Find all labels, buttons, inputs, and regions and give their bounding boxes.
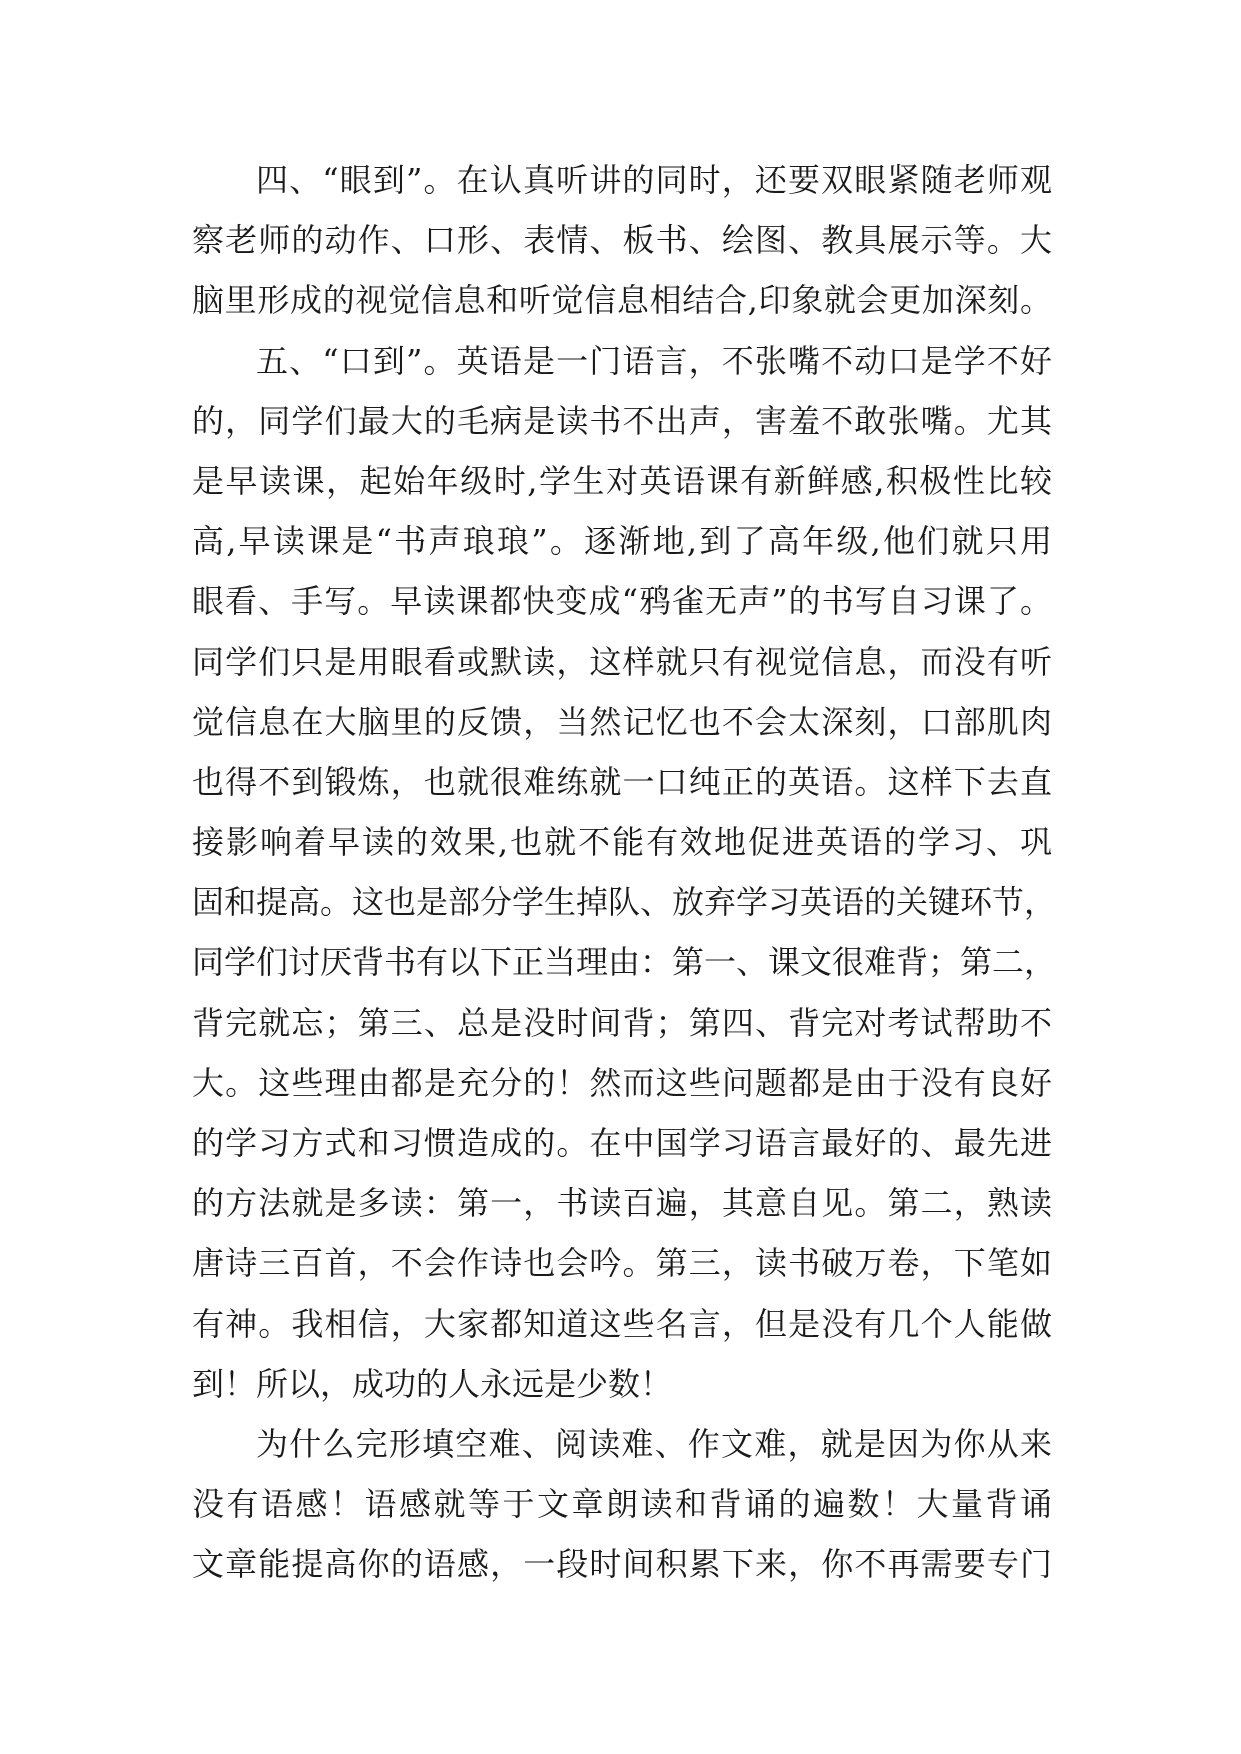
text-line: 高,早读课是“书声琅琅”。逐渐地,到了高年级,他们就只用: [192, 522, 1052, 561]
text-line: 察老师的动作、口形、表情、板书、绘图、教具展示等。大: [192, 221, 1052, 260]
text-line: 接影响着早读的效果,也就不能有效地促进英语的学习、巩: [192, 823, 1052, 862]
text-line: 觉信息在大脑里的反馈，当然记忆也不会太深刻，口部肌肉: [192, 702, 1052, 741]
text-line: 文章能提高你的语感，一段时间积累下来，你不再需要专门: [192, 1545, 1052, 1584]
document-body: [192, 150, 1057, 1595]
text-line: 也得不到锻炼，也就很难练就一口纯正的英语。这样下去直: [192, 762, 1052, 801]
text-line: 同学们只是用眼看或默读，这样就只有视觉信息，而没有听: [192, 642, 1052, 681]
text-line: 没有语感！语感就等于文章朗读和背诵的遍数！大量背诵: [192, 1485, 1052, 1524]
text-line: 到！所以，成功的人永远是少数！: [192, 1364, 673, 1403]
text-line: 大。这些理由都是充分的！然而这些问题都是由于没有良好: [192, 1063, 1052, 1102]
text-line: 的，同学们最大的毛病是读书不出声，害羞不敢张嘴。尤其: [192, 401, 1052, 440]
text-line: 背完就忘；第三、总是没时间背；第四、背完对考试帮助不: [192, 1003, 1052, 1042]
text-line: 眼看、手写。早读课都快变成“鸦雀无声”的书写自习课了。: [192, 582, 1052, 621]
text-line: 的方法就是多读：第一，书读百遍，其意自见。第二，熟读: [192, 1184, 1052, 1223]
text-line: 四、“眼到”。在认真听讲的同时，还要双眼紧随老师观: [256, 161, 1052, 199]
text-line: 是早读课，起始年级时,学生对英语课有新鲜感,积极性比较: [192, 461, 1052, 500]
text-line: 五、“口到”。英语是一门语言，不张嘴不动口是学不好: [256, 341, 1052, 380]
text-line: 同学们讨厌背书有以下正当理由：第一、课文很难背；第二，: [192, 943, 1057, 982]
text-line: 有神。我相信，大家都知道这些名言，但是没有几个人能做: [192, 1304, 1052, 1343]
text-line: 的学习方式和习惯造成的。在中国学习语言最好的、最先进: [192, 1124, 1052, 1162]
text-line: 为什么完形填空难、阅读难、作文难，就是因为你从来: [256, 1424, 1052, 1463]
text-line: 唐诗三百首，不会作诗也会吟。第三，读书破万卷，下笔如: [192, 1244, 1052, 1283]
text-line: 脑里形成的视觉信息和听觉信息相结合,印象就会更加深刻。: [192, 281, 1052, 320]
text-line: 固和提高。这也是部分学生掉队、放弃学习英语的关键环节，: [192, 883, 1057, 922]
